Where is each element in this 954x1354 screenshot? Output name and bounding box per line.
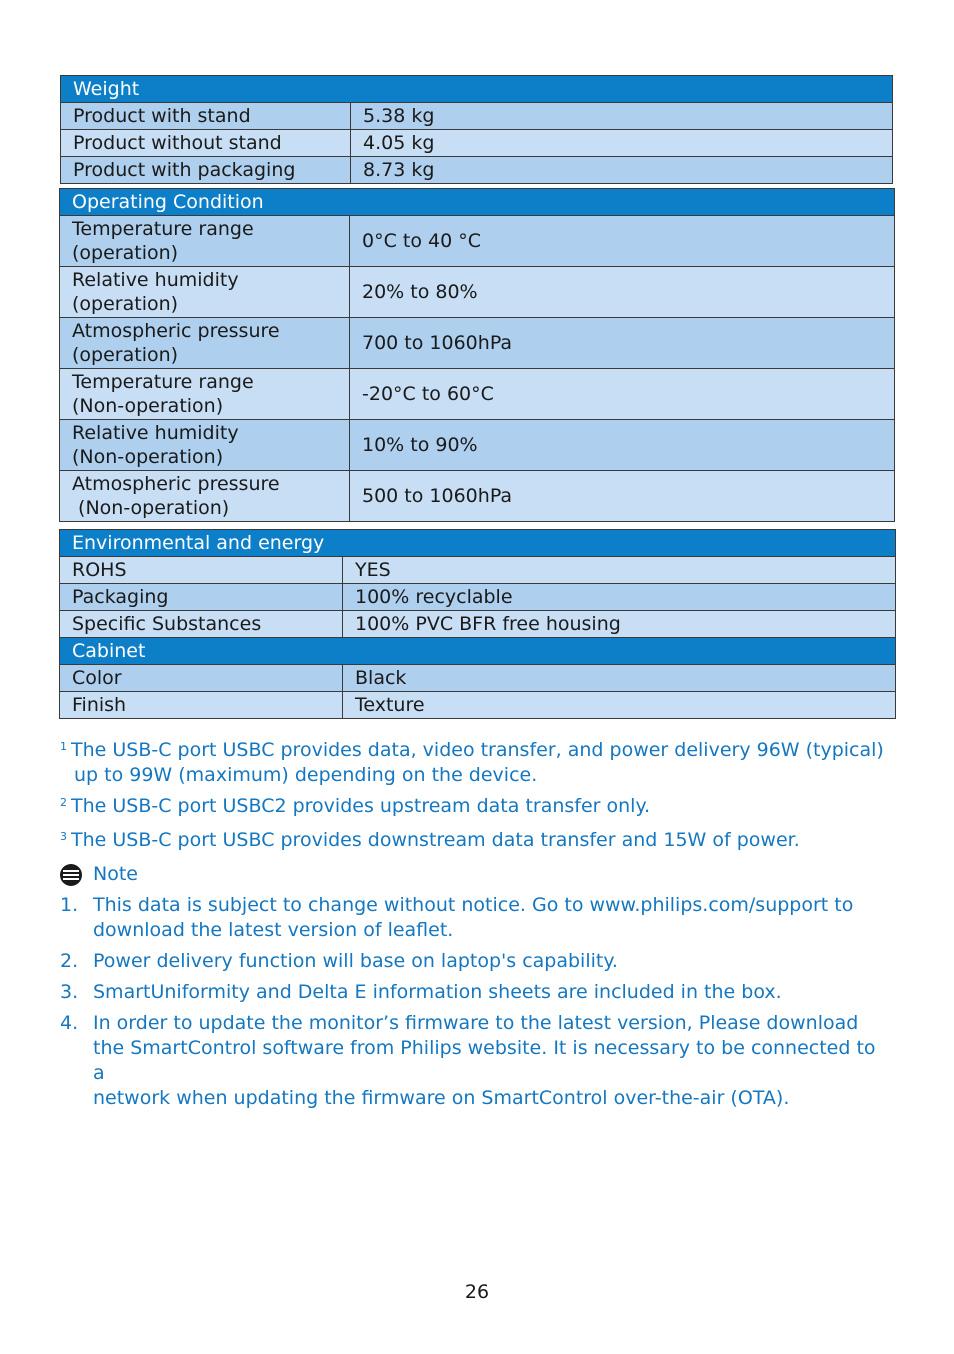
row-label-line: Atmospheric pressure (72, 320, 280, 342)
table-row (60, 584, 896, 611)
row-label-line: (Non-operation) (72, 446, 224, 468)
row-value: 0°C to 40 °C (350, 216, 895, 267)
row-label-line: (Non-operation) (72, 497, 230, 519)
list-text: SmartUniformity and Delta E information sheets are included in the box. (93, 981, 782, 1003)
footnote (60, 738, 890, 788)
row-value: 20% to 80% (350, 267, 895, 318)
page-number: 26 (464, 1281, 490, 1303)
footnote-text: The USB-C port USBC provides data, video transfer, and power delivery 96W (typical) (71, 739, 884, 761)
table-header-row (60, 189, 895, 216)
row-label (60, 267, 350, 318)
footnote-text: The USB-C port USBC2 provides upstream data transfer only. (71, 795, 651, 817)
list-text: network when updating the firmware on SmartControl over-the-air (OTA). (93, 1087, 790, 1109)
row-value: 4.05 kg (351, 130, 893, 157)
row-value: YES (343, 557, 896, 584)
list-item (60, 893, 890, 943)
row-value: 8.73 kg (351, 157, 893, 184)
table-header-row (60, 638, 896, 665)
operating-condition-table (59, 188, 895, 522)
list-text: the SmartControl software from Philips website. It is necessary to be connected to a (93, 1037, 876, 1084)
footnote (60, 794, 890, 819)
row-label-line: (operation) (72, 242, 179, 264)
row-label (60, 369, 350, 420)
footnote-mark: 1 (60, 740, 67, 753)
row-label-line: Atmospheric pressure (72, 473, 280, 495)
row-label (60, 318, 350, 369)
row-label-line: (operation) (72, 344, 179, 366)
note-heading (60, 862, 138, 887)
row-label-line: Temperature range (72, 371, 254, 393)
list-number: 4. (60, 1012, 79, 1034)
list-number: 3. (60, 981, 79, 1003)
row-label: Product with stand (61, 103, 351, 130)
table-row (60, 216, 895, 267)
table-row (60, 557, 896, 584)
list-item (60, 1011, 890, 1111)
table-row (60, 267, 895, 318)
table-row (60, 369, 895, 420)
table-row (61, 130, 893, 157)
table-row (60, 420, 895, 471)
row-value: 5.38 kg (351, 103, 893, 130)
table-row (61, 103, 893, 130)
table-header-row (61, 76, 893, 103)
footnote-text: up to 99W (maximum) depending on the device. (74, 764, 538, 786)
row-label-line: Relative humidity (72, 269, 239, 291)
weight-table (60, 75, 893, 184)
row-value: -20°C to 60°C (350, 369, 895, 420)
row-label: ROHS (60, 557, 343, 584)
note-title: Note (93, 863, 138, 885)
row-label (60, 420, 350, 471)
row-label (60, 471, 350, 522)
list-item (60, 949, 890, 974)
row-label: Color (60, 665, 343, 692)
operating-header: Operating Condition (60, 189, 895, 216)
list-text: This data is subject to change without notice. Go to www.philips.com/support to (93, 894, 854, 916)
table-row (60, 471, 895, 522)
table-row (60, 611, 896, 638)
environmental-table (59, 529, 896, 719)
list-text: In order to update the monitor’s firmware to the latest version, Please download (93, 1012, 859, 1034)
row-value: 100% recyclable (343, 584, 896, 611)
weight-header: Weight (61, 76, 893, 103)
row-value: 10% to 90% (350, 420, 895, 471)
cabinet-header: Cabinet (60, 638, 896, 665)
row-value: 500 to 1060hPa (350, 471, 895, 522)
table-row (60, 318, 895, 369)
list-text: download the latest version of leaflet. (93, 919, 454, 941)
table-row (60, 692, 896, 719)
row-label-line: Temperature range (72, 218, 254, 240)
row-label-line: Relative humidity (72, 422, 239, 444)
row-value: Texture (343, 692, 896, 719)
footnote-mark: 3 (60, 830, 67, 843)
row-label: Specific Substances (60, 611, 343, 638)
list-number: 1. (60, 894, 79, 916)
environmental-header: Environmental and energy (60, 530, 896, 557)
row-label-line: (Non-operation) (72, 395, 224, 417)
footnote-text: The USB-C port USBC provides downstream data transfer and 15W of power. (71, 829, 800, 851)
row-value: 100% PVC BFR free housing (343, 611, 896, 638)
row-value: Black (343, 665, 896, 692)
row-value: 700 to 1060hPa (350, 318, 895, 369)
list-number: 2. (60, 950, 79, 972)
list-item (60, 980, 890, 1005)
row-label (60, 216, 350, 267)
footnote (60, 828, 890, 853)
row-label-line: (operation) (72, 293, 179, 315)
row-label: Packaging (60, 584, 343, 611)
row-label: Finish (60, 692, 343, 719)
footnote-mark: 2 (60, 796, 67, 809)
table-header-row (60, 530, 896, 557)
note-icon (60, 864, 82, 886)
row-label: Product without stand (61, 130, 351, 157)
row-label: Product with packaging (61, 157, 351, 184)
table-row (60, 665, 896, 692)
list-text: Power delivery function will base on laptop's capability. (93, 950, 618, 972)
table-row (61, 157, 893, 184)
